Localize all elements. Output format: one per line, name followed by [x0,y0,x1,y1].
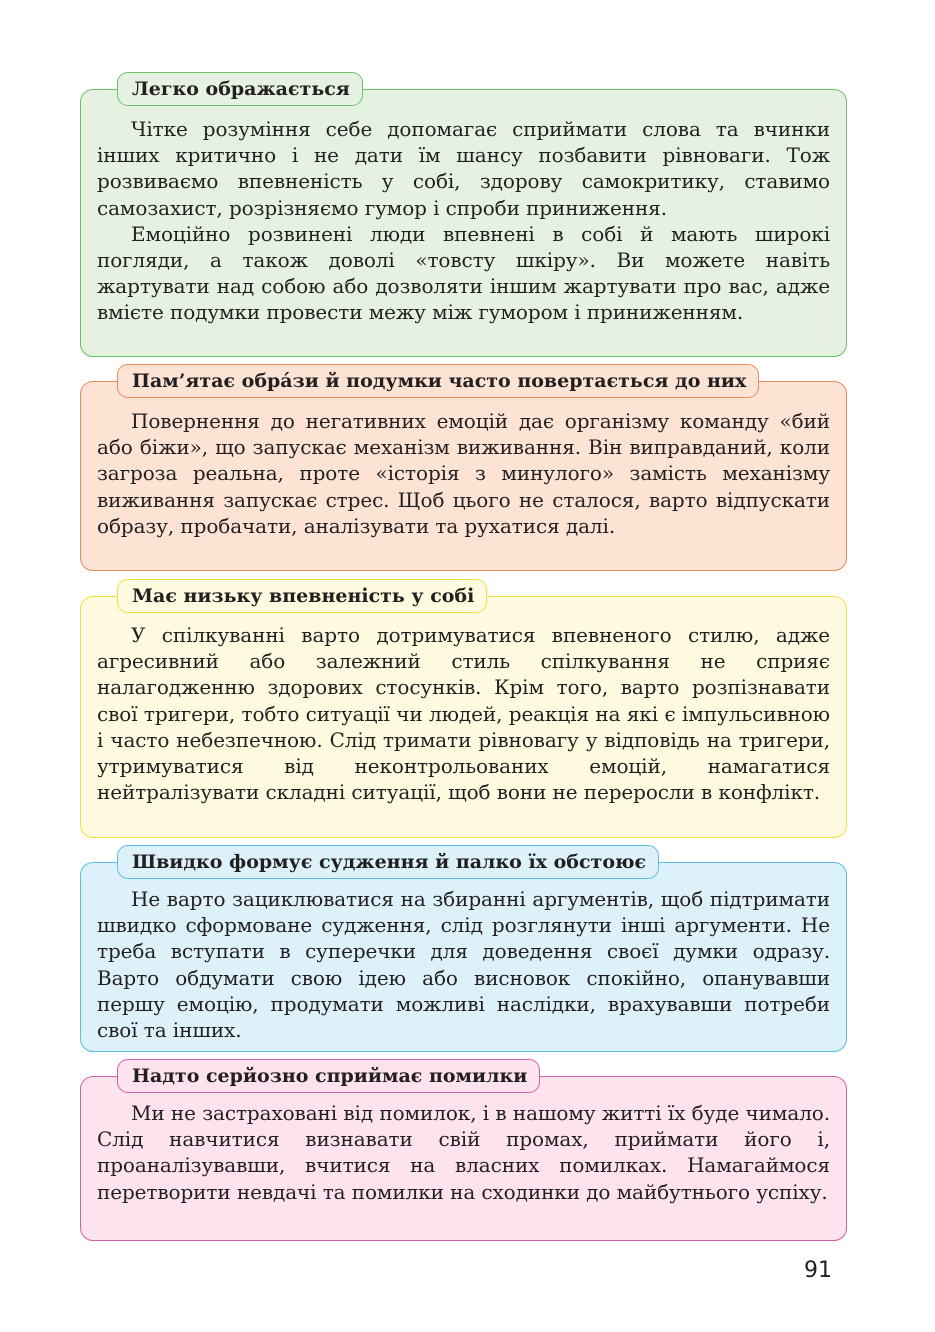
section-body [97,622,830,805]
section-title: Надто серйозно сприймає помилки [117,1059,540,1093]
section-title: Швидко формує судження й палко їх обстоює [117,845,659,879]
paragraph: Емоційно розвинені люди впевнені в собі й мають широкі погляди, а також доволі «товсту шкіру». Ви можете навіть жартувати над собою або дозволяти іншим жартувати про вас, адже вмієте подумки провести межу між гумором і приниженням. [97,221,830,325]
paragraph: У спілкуванні варто дотримуватися впевненого стилю, адже агресивний або залежний стиль спілкування не сприяє налагодженню здорових стосунків. Крім того, варто розпізнавати свої тригери, тобто ситуації чи людей, реакція на які є імпульсивною і часто небезпечною. Слід тримати рівновагу у відповідь на тригери, утримуватися від неконтрольованих емоцій, намагатися нейтралізувати складні ситуації, щоб вони не переросли в конфлікт. [97,623,830,805]
paragraph: Не варто зациклюватися на збиранні аргументів, щоб підтримати швидко сформоване судження, слід розглянути інші аргументи. Не треба вступати в суперечки для доведення своєї думки одразу. Варто обдумати свою ідею або висновок спокійно, опанувавши першу емоцію, продумати можливі наслідки, врахувавши потреби свої та інших. [97,887,830,1043]
paragraph: Повернення до негативних емоцій дає організму команду «бий або біжи», що запускає механізм виживання. Він виправданий, коли загроза реальна, проте «історія з минулого» замість механізму виживання запускає стрес. Щоб цього не сталося, варто відпускати образу, пробачати, аналізувати та рухатися далі. [97,409,830,538]
section-title: Пам’ятає обрáзи й подумки часто повертається до них [117,364,759,398]
section-body [97,1100,830,1205]
section-title: Має низьку впевненість у собі [117,579,487,613]
section-quick-judgments [80,851,847,1052]
section-body [97,886,830,1043]
section-easily-offended [80,78,847,357]
section-serious-about-mistakes [80,1065,847,1241]
paragraph: Чітке розуміння себе допомагає сприймати слова та вчинки інших критично і не дати їм шансу позбавити рівноваги. Тож розвиваємо впевненість у собі, здорову самокритику, ставимо самозахист, розрізняємо гумор і спроби приниження. [97,117,830,220]
section-remembers-offenses [80,370,847,571]
section-title: Легко ображається [117,72,363,106]
section-body [97,116,830,326]
paragraph: Ми не застраховані від помилок, і в нашому житті їх буде чимало. Слід навчитися визнавати свій промах, приймати його і, проаналізувавши, вчитися на власних помилках. Намагаймося перетворити невдачі та помилки на сходинки до майбутнього успіху. [97,1101,830,1204]
section-body [97,408,830,539]
page-number: 91 [804,1258,832,1283]
section-low-self-confidence [80,585,847,838]
